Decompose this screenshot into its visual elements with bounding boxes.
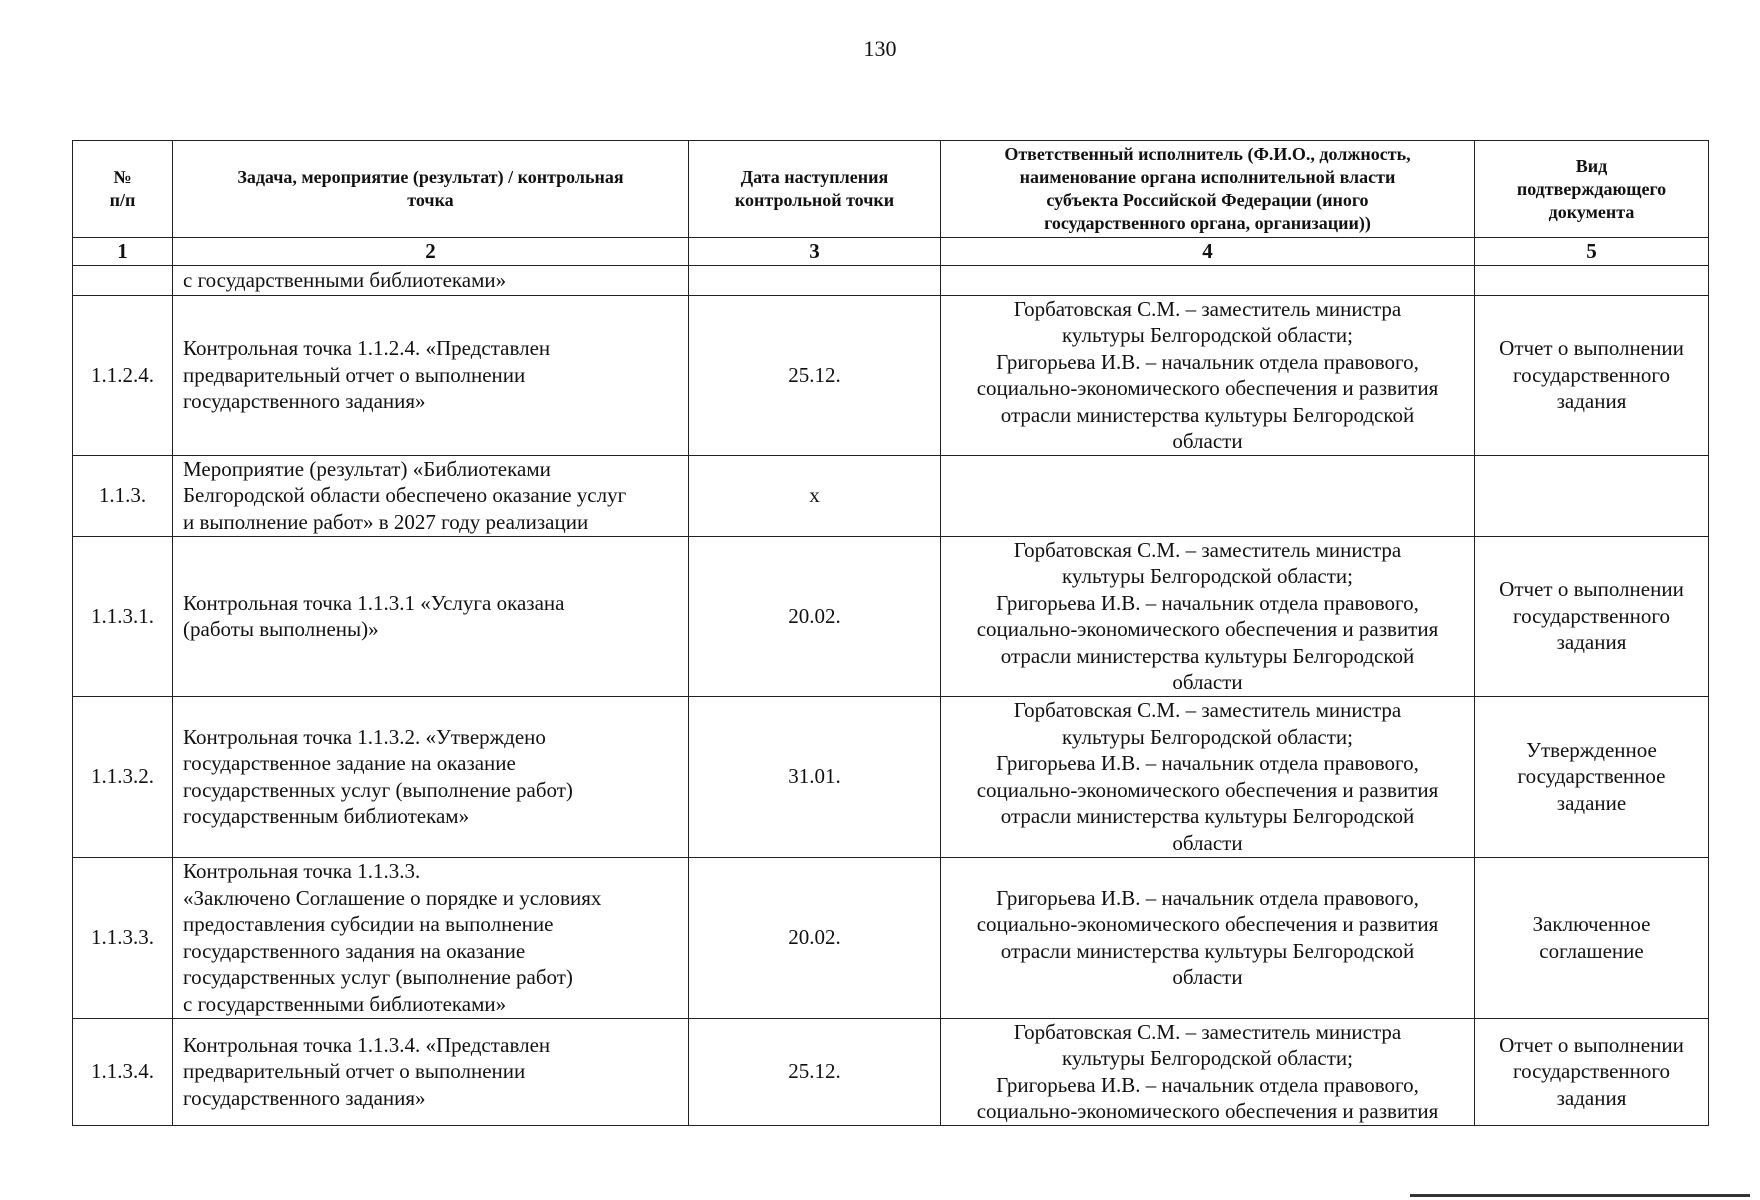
row-responsible bbox=[941, 265, 1475, 295]
row-date: 25.12. bbox=[689, 295, 941, 455]
table-row bbox=[73, 536, 1709, 696]
row-document: Заключенное соглашение bbox=[1475, 857, 1709, 1018]
row-document bbox=[1475, 265, 1709, 295]
row-number: 1.1.3.4. bbox=[73, 1018, 173, 1125]
table-row bbox=[73, 455, 1709, 536]
row-responsible bbox=[941, 455, 1475, 536]
table-header-row bbox=[73, 141, 1709, 238]
row-task: с государственными библиотеками» bbox=[173, 265, 689, 295]
page-number: 130 bbox=[863, 36, 897, 61]
row-document: Утвержденное государственное задание bbox=[1475, 696, 1709, 857]
row-date bbox=[689, 265, 941, 295]
row-document: Отчет о выполнении государственного задания bbox=[1475, 536, 1709, 696]
row-task: Контрольная точка 1.1.2.4. «Представлен предварительный отчет о выполнении государственного задания» bbox=[173, 295, 689, 455]
row-date: x bbox=[689, 455, 941, 536]
header-date: Дата наступления контрольной точки bbox=[689, 141, 941, 238]
column-number: 4 bbox=[941, 238, 1475, 266]
table-row bbox=[73, 295, 1709, 455]
row-number: 1.1.2.4. bbox=[73, 295, 173, 455]
table-row bbox=[73, 857, 1709, 1018]
row-document: Отчет о выполнении государственного задания bbox=[1475, 295, 1709, 455]
row-date: 25.12. bbox=[689, 1018, 941, 1125]
row-responsible: Горбатовская С.М. – заместитель министра культуры Белгородской области; Григорьева И.В. – начальник отдела правового, социально-экономического обеспечения и развития bbox=[941, 1018, 1475, 1125]
column-number: 2 bbox=[173, 238, 689, 266]
row-responsible: Горбатовская С.М. – заместитель министра культуры Белгородской области; Григорьева И.В. – начальник отдела правового, социально-экономического обеспечения и развития отрасли министерства культуры Белгородской области bbox=[941, 295, 1475, 455]
table-row bbox=[73, 1018, 1709, 1125]
header-task: Задача, мероприятие (результат) / контрольная точка bbox=[173, 141, 689, 238]
column-number: 3 bbox=[689, 238, 941, 266]
table-row bbox=[73, 696, 1709, 857]
row-number: 1.1.3. bbox=[73, 455, 173, 536]
column-number: 5 bbox=[1475, 238, 1709, 266]
row-document bbox=[1475, 455, 1709, 536]
row-task: Контрольная точка 1.1.3.1 «Услуга оказана (работы выполнены)» bbox=[173, 536, 689, 696]
bottom-rule bbox=[1410, 1194, 1750, 1197]
row-task: Контрольная точка 1.1.3.3. «Заключено Соглашение о порядке и условиях предоставления субсидии на выполнение государственного задания на оказание государственных услуг (выполнение работ) с государственными библиотеками» bbox=[173, 857, 689, 1018]
row-responsible: Горбатовская С.М. – заместитель министра культуры Белгородской области; Григорьева И.В. – начальник отдела правового, социально-экономического обеспечения и развития отрасли министерства культуры Белгородской области bbox=[941, 696, 1475, 857]
row-document: Отчет о выполнении государственного задания bbox=[1475, 1018, 1709, 1125]
row-task: Контрольная точка 1.1.3.4. «Представлен предварительный отчет о выполнении государственного задания» bbox=[173, 1018, 689, 1125]
row-responsible: Григорьева И.В. – начальник отдела правового, социально-экономического обеспечения и развития отрасли министерства культуры Белгородской области bbox=[941, 857, 1475, 1018]
row-number bbox=[73, 265, 173, 295]
row-task: Контрольная точка 1.1.3.2. «Утверждено государственное задание на оказание государственных услуг (выполнение работ) государственным библиотекам» bbox=[173, 696, 689, 857]
row-date: 20.02. bbox=[689, 857, 941, 1018]
control-points-table bbox=[72, 140, 1709, 1126]
header-num: № п/п bbox=[73, 141, 173, 238]
row-date: 31.01. bbox=[689, 696, 941, 857]
row-date: 20.02. bbox=[689, 536, 941, 696]
row-responsible: Горбатовская С.М. – заместитель министра культуры Белгородской области; Григорьева И.В. – начальник отдела правового, социально-экономического обеспечения и развития отрасли министерства культуры Белгородской области bbox=[941, 536, 1475, 696]
row-number: 1.1.3.2. bbox=[73, 696, 173, 857]
row-number: 1.1.3.3. bbox=[73, 857, 173, 1018]
header-document: Вид подтверждающего документа bbox=[1475, 141, 1709, 238]
header-responsible: Ответственный исполнитель (Ф.И.О., должность, наименование органа исполнительной власти субъекта Российской Федерации (иного государственного органа, организации)) bbox=[941, 141, 1475, 238]
row-number: 1.1.3.1. bbox=[73, 536, 173, 696]
row-task: Мероприятие (результат) «Библиотеками Белгородской области обеспечено оказание услуг и выполнение работ» в 2027 году реализации bbox=[173, 455, 689, 536]
table-row bbox=[73, 265, 1709, 295]
column-number: 1 bbox=[73, 238, 173, 266]
column-number-row bbox=[73, 238, 1709, 266]
